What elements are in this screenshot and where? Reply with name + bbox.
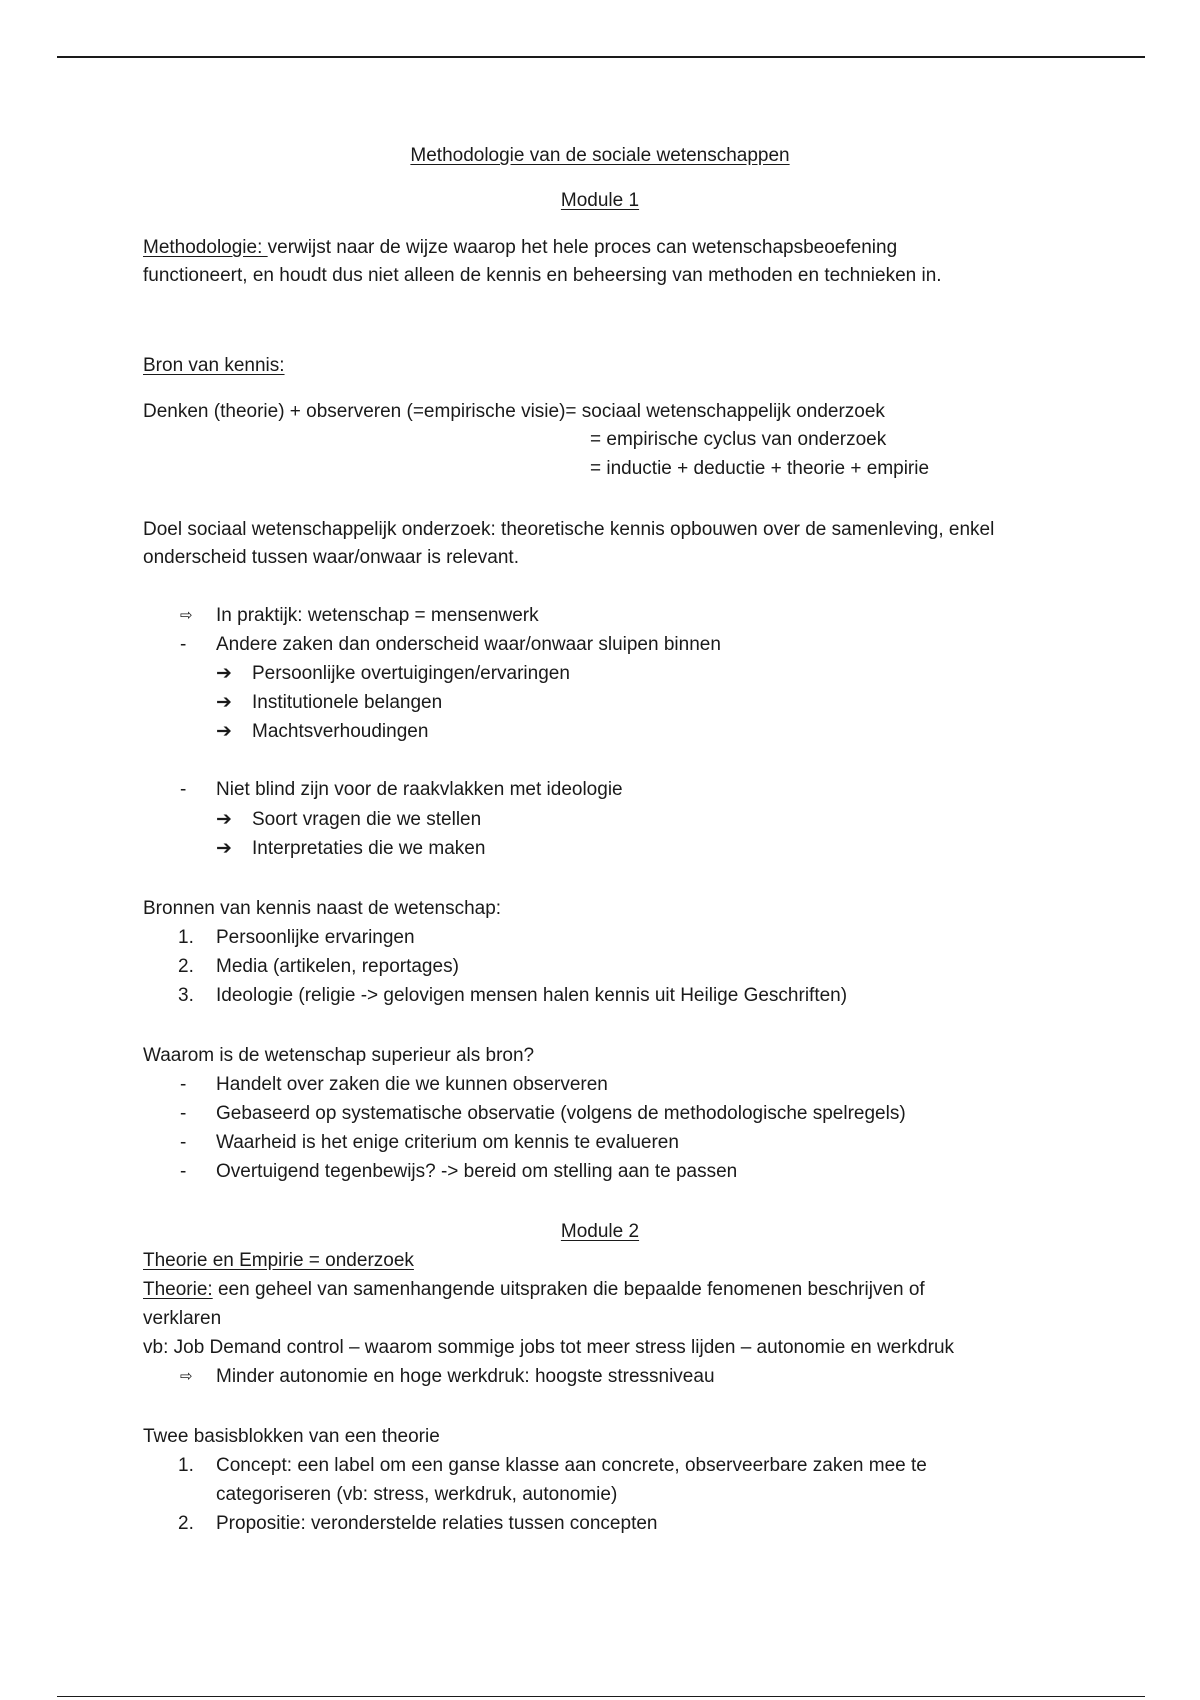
list-item: Gebaseerd op systematische observatie (volgens de methodologische spelregels) bbox=[216, 1103, 906, 1124]
list-item: Niet blind zijn voor de raakvlakken met ideologie bbox=[216, 779, 623, 800]
dash-bullet: - bbox=[180, 1161, 187, 1182]
equation-line-2: = empirische cyclus van onderzoek bbox=[590, 429, 887, 450]
list-item: In praktijk: wetenschap = mensenwerk bbox=[216, 605, 539, 626]
list-item: Overtuigend tegenbewijs? -> bereid om stelling aan te passen bbox=[216, 1161, 738, 1182]
arrow-right-icon: ➔ bbox=[216, 838, 232, 859]
footer-rule bbox=[57, 1696, 1145, 1697]
list-number: 3. bbox=[178, 985, 194, 1006]
dash-bullet: - bbox=[180, 1132, 187, 1153]
numbered-item: Ideologie (religie -> gelovigen mensen halen kennis uit Heilige Geschriften) bbox=[216, 985, 848, 1006]
definition-line-1: Methodologie: verwijst naar de wijze waarop het hele proces can wetenschapsbeoefening bbox=[143, 237, 898, 258]
sub-list-item: Machtsverhoudingen bbox=[252, 721, 429, 742]
equation-line-1: Denken (theorie) + observeren (=empirische visie)= sociaal wetenschappelijk onderzoek bbox=[143, 401, 885, 422]
dash-bullet: - bbox=[180, 634, 187, 655]
arrow-right-icon: ➔ bbox=[216, 721, 232, 742]
numbered-item-continuation: categoriseren (vb: stress, werkdruk, autonomie) bbox=[216, 1484, 618, 1505]
list-number: 1. bbox=[178, 1455, 194, 1476]
goal-line-2: onderscheid tussen waar/onwaar is relevant. bbox=[143, 547, 519, 568]
numbered-item: Concept: een label om een ganse klasse aan concrete, observeerbare zaken mee te bbox=[216, 1455, 927, 1476]
hollow-arrow-icon: ⇨ bbox=[180, 607, 193, 624]
list-item: Handelt over zaken die we kunnen observeren bbox=[216, 1074, 608, 1095]
module-2-heading: Module 2 bbox=[560, 1221, 640, 1242]
theory-line-2: verklaren bbox=[143, 1308, 222, 1329]
list-number: 2. bbox=[178, 1513, 194, 1534]
definition-term: Methodologie: bbox=[143, 237, 268, 258]
sub-list-item: Institutionele belangen bbox=[252, 692, 443, 713]
dash-bullet: - bbox=[180, 1103, 187, 1124]
arrow-right-icon: ➔ bbox=[216, 692, 232, 713]
list-number: 2. bbox=[178, 956, 194, 977]
blocks-heading: Twee basisblokken van een theorie bbox=[143, 1426, 440, 1447]
numbered-item: Media (artikelen, reportages) bbox=[216, 956, 459, 977]
dash-bullet: - bbox=[180, 1074, 187, 1095]
example-line: vb: Job Demand control – waarom sommige jobs tot meer stress lijden – autonomie en werkdruk bbox=[143, 1337, 955, 1358]
sources-heading: Bronnen van kennis naast de wetenschap: bbox=[143, 898, 502, 919]
goal-line-1: Doel sociaal wetenschappelijk onderzoek: theoretische kennis opbouwen over de samenleving, enkel bbox=[143, 519, 995, 540]
theory-term: Theorie: bbox=[143, 1279, 213, 1300]
list-number: 1. bbox=[178, 927, 194, 948]
sub-list-item: Interpretaties die we maken bbox=[252, 838, 486, 859]
module-2-subheading: Theorie en Empirie = onderzoek bbox=[143, 1250, 414, 1271]
sub-list-item: Soort vragen die we stellen bbox=[252, 809, 482, 830]
list-item: Minder autonomie en hoge werkdruk: hoogste stressniveau bbox=[216, 1366, 715, 1387]
source-heading: Bron van kennis: bbox=[143, 355, 285, 376]
document-title: Methodologie van de sociale wetenschappen bbox=[410, 145, 790, 166]
list-item: Andere zaken dan onderscheid waar/onwaar sluipen binnen bbox=[216, 634, 721, 655]
equation-line-3: = inductie + deductie + theorie + empirie bbox=[590, 458, 930, 479]
arrow-right-icon: ➔ bbox=[216, 663, 232, 684]
numbered-item: Propositie: veronderstelde relaties tussen concepten bbox=[216, 1513, 658, 1534]
theory-line-1: Theorie: een geheel van samenhangende uitspraken die bepaalde fenomenen beschrijven of bbox=[143, 1279, 925, 1300]
module-1-heading: Module 1 bbox=[560, 190, 640, 211]
superior-heading: Waarom is de wetenschap superieur als bron? bbox=[143, 1045, 535, 1066]
definition-line-2: functioneert, en houdt dus niet alleen de kennis en beheersing van methoden en technieken in. bbox=[143, 265, 942, 286]
hollow-arrow-icon: ⇨ bbox=[180, 1368, 193, 1385]
numbered-item: Persoonlijke ervaringen bbox=[216, 927, 415, 948]
arrow-right-icon: ➔ bbox=[216, 809, 232, 830]
sub-list-item: Persoonlijke overtuigingen/ervaringen bbox=[252, 663, 570, 684]
dash-bullet: - bbox=[180, 779, 187, 800]
list-item: Waarheid is het enige criterium om kennis te evalueren bbox=[216, 1132, 679, 1153]
